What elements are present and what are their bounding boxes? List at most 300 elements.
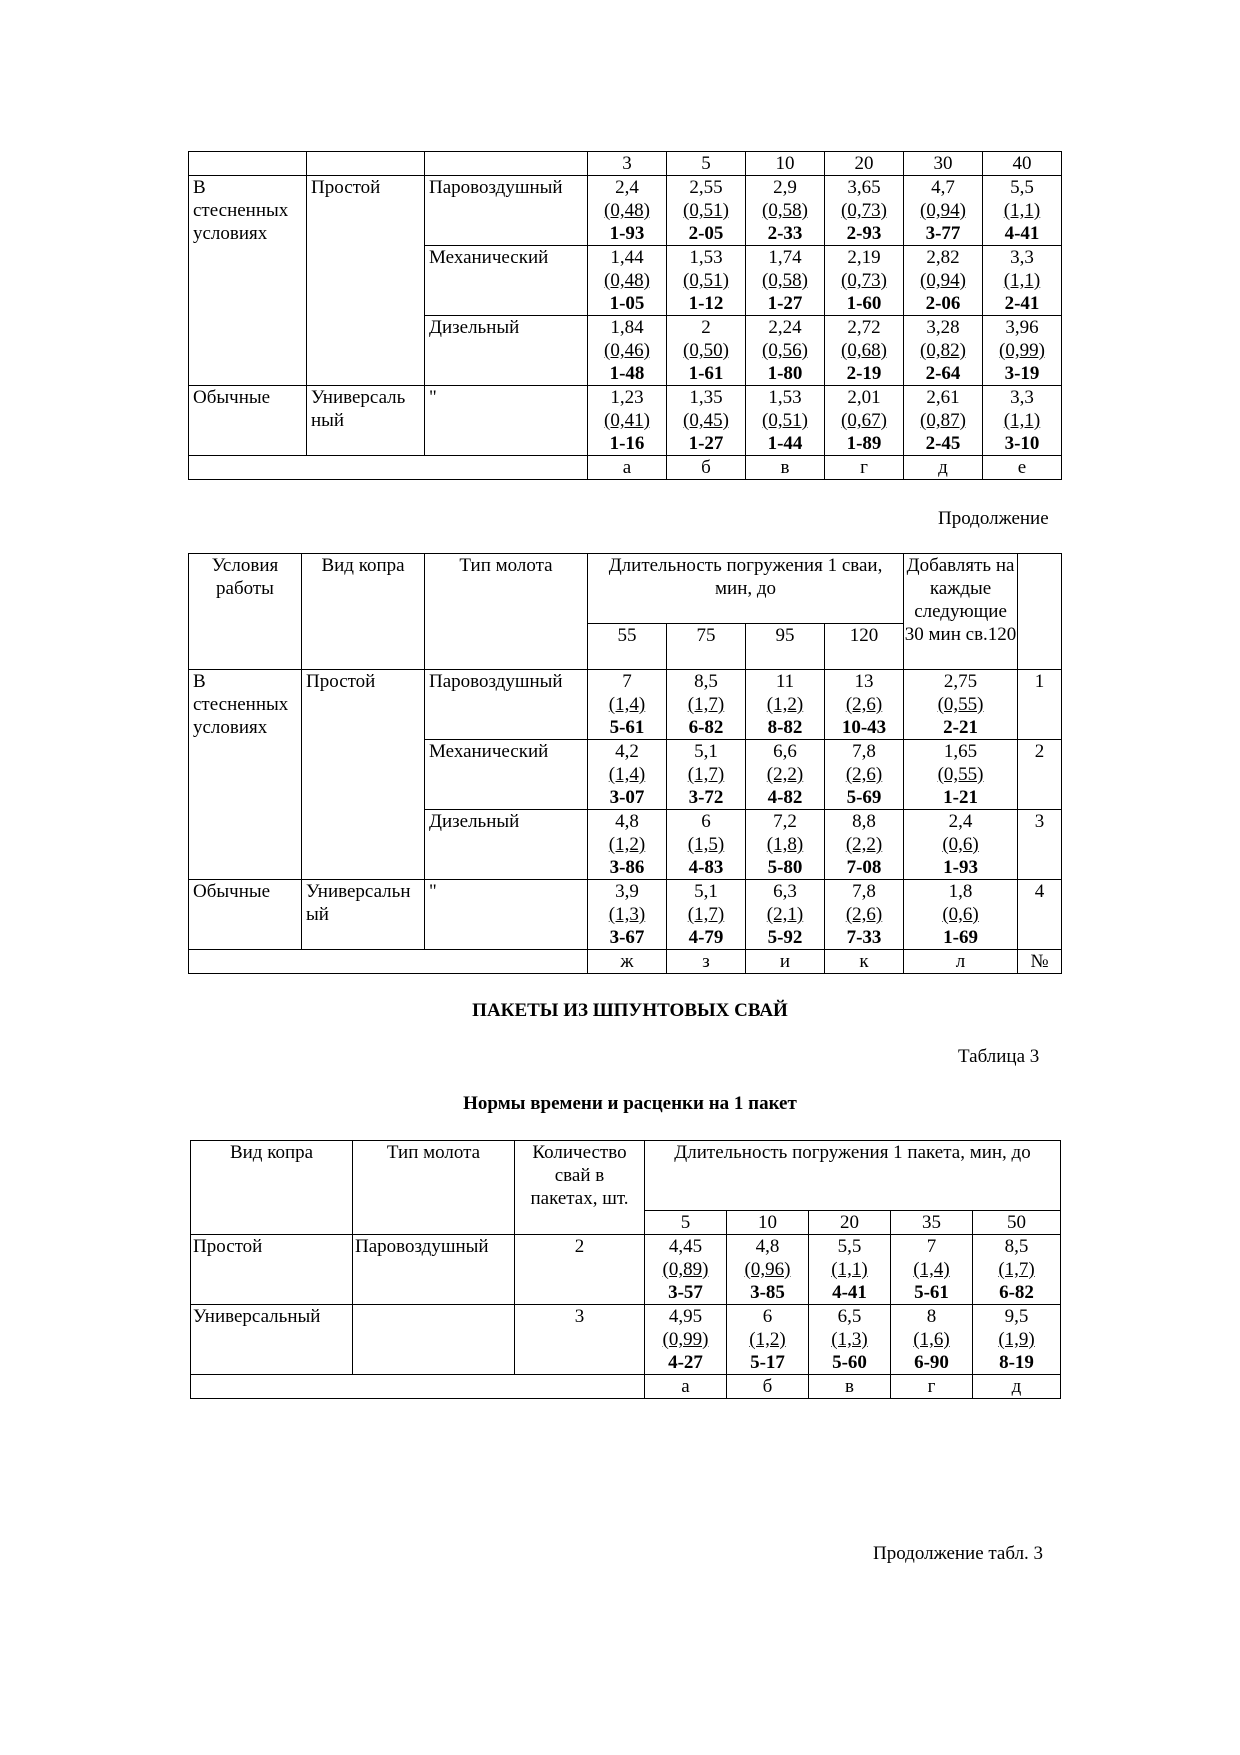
- column-letter: и: [746, 950, 825, 974]
- norm-cell: [825, 176, 904, 246]
- hammer-cell: Механический: [425, 246, 588, 316]
- norm-time-value: 6,6: [773, 741, 797, 762]
- hammer-header: Тип молота: [425, 554, 588, 670]
- kopr-cell: Универсаль ный: [307, 386, 425, 456]
- norm-cell: [746, 246, 825, 316]
- rate-value: 1-05: [609, 293, 645, 314]
- rate-value: 5-17: [750, 1352, 785, 1373]
- column-letter: №: [1018, 950, 1062, 974]
- rate-value: 5-92: [767, 927, 803, 948]
- norm-cell: [746, 810, 825, 880]
- norm-cell: [746, 670, 825, 740]
- norm-time-value: 4,8: [615, 811, 639, 832]
- conditions-header: Условия работы: [189, 554, 302, 670]
- rate-value: 2-05: [688, 223, 724, 244]
- norm-hours-value: (1,1): [1003, 270, 1041, 291]
- hammer-cell: Паровоздушный: [425, 670, 588, 740]
- norm-cell: [825, 386, 904, 456]
- column-letter: в: [746, 456, 825, 480]
- column-letter: е: [983, 456, 1062, 480]
- kopr-cell: Универсальн ый: [302, 880, 425, 950]
- norm-time-value: 6,3: [773, 881, 797, 902]
- norm-cell: [667, 316, 746, 386]
- table2-footer-row: [189, 950, 1062, 974]
- norm-time-value: 2,4: [615, 177, 639, 198]
- norm-time-value: 7: [926, 1236, 937, 1257]
- column-letter: з: [667, 950, 746, 974]
- table1-footer-row: [189, 456, 1062, 480]
- duration-header-cell: 5: [645, 1211, 727, 1235]
- rate-value: 5-69: [846, 787, 882, 808]
- norm-hours-value: (1,1): [1003, 410, 1041, 431]
- norm-hours-value: (0,94): [920, 270, 966, 291]
- rate-value: 1-27: [688, 433, 724, 454]
- norm-cell: [727, 1235, 809, 1305]
- norm-time-value: 5,5: [1010, 177, 1034, 198]
- norm-time-value: 1,53: [689, 247, 723, 268]
- continuation-label: Продолжение: [938, 508, 1049, 529]
- norm-cell: [588, 810, 667, 880]
- norm-time-value: 2,24: [768, 317, 802, 338]
- norm-time-value: 1,53: [768, 387, 802, 408]
- norm-time-value: 2,61: [926, 387, 960, 408]
- norm-hours-value: (1,2): [749, 1329, 786, 1350]
- table-row: [191, 1305, 1061, 1375]
- norm-hours-value: (2,6): [845, 904, 883, 925]
- duration-header-cell: 50: [973, 1211, 1061, 1235]
- norm-cell: [891, 1305, 973, 1375]
- norm-cell: [809, 1305, 891, 1375]
- norm-cell: [645, 1305, 727, 1375]
- duration-header-cell: 10: [727, 1211, 809, 1235]
- table3-footer-row: [191, 1375, 1061, 1399]
- rate-value: 6-82: [999, 1282, 1034, 1303]
- norm-time-value: 5,5: [837, 1236, 862, 1257]
- row-number: 1: [1018, 670, 1062, 740]
- norm-cell: [825, 246, 904, 316]
- norm-hours-value: (0,67): [841, 410, 887, 431]
- duration-header-cell: 35: [891, 1211, 973, 1235]
- norm-cell: [727, 1305, 809, 1375]
- norm-time-value: 3,96: [1005, 317, 1039, 338]
- norm-cell: [904, 176, 983, 246]
- rate-value: 5-80: [767, 857, 803, 878]
- rate-value: 4-83: [688, 857, 724, 878]
- norm-hours-value: (0,73): [841, 270, 887, 291]
- norm-hours-value: (0,96): [744, 1259, 791, 1280]
- rate-value: 1-16: [609, 433, 645, 454]
- norm-hours-value: (0,87): [920, 410, 966, 431]
- norm-cell: [667, 880, 746, 950]
- norm-time-value: 1,23: [610, 387, 644, 408]
- column-letter: л: [904, 950, 1018, 974]
- norm-cell: [904, 386, 983, 456]
- norm-hours-value: (0,68): [841, 340, 887, 361]
- norm-time-value: 3,65: [847, 177, 881, 198]
- conditions-cell: В стесненных условиях: [189, 670, 302, 880]
- hammer-cell: ": [425, 880, 588, 950]
- norm-hours-value: (1,6): [913, 1329, 950, 1350]
- count-header: Количество свай в пакетах, шт.: [515, 1141, 645, 1235]
- rate-value: 1-48: [609, 363, 645, 384]
- rate-value: 1-27: [767, 293, 803, 314]
- norm-hours-value: (1,4): [608, 694, 646, 715]
- norm-cell: [746, 176, 825, 246]
- rate-value: 4-27: [668, 1352, 703, 1373]
- duration-header-cell: 5: [667, 152, 746, 176]
- norms-table-2: [188, 553, 1062, 974]
- norm-cell: [891, 1235, 973, 1305]
- rate-value: 1-93: [609, 223, 645, 244]
- column-letter: к: [825, 950, 904, 974]
- rate-value: 2-06: [925, 293, 961, 314]
- norm-hours-value: (0,50): [683, 340, 729, 361]
- norm-hours-value: (0,99): [999, 340, 1045, 361]
- rate-value: 3-10: [1004, 433, 1040, 454]
- column-letter: д: [973, 1375, 1061, 1399]
- section-title: ПАКЕТЫ ИЗ ШПУНТОВЫХ СВАЙ: [472, 1000, 788, 1021]
- norms-table-1: [188, 151, 1062, 480]
- duration-header: Длительность погружения 1 пакета, мин, до: [645, 1141, 1061, 1211]
- norm-time-value: 1,74: [768, 247, 802, 268]
- norm-time-value: 1,44: [610, 247, 644, 268]
- norm-hours-value: (1,4): [608, 764, 646, 785]
- norm-cell: [904, 316, 983, 386]
- column-letter: г: [825, 456, 904, 480]
- norm-hours-value: (2,2): [766, 764, 804, 785]
- norm-cell: [588, 316, 667, 386]
- norm-cell: [983, 176, 1062, 246]
- kopr-cell: Простой: [302, 670, 425, 880]
- norm-hours-value: (1,1): [831, 1259, 868, 1280]
- rate-value: 3-85: [750, 1282, 785, 1303]
- norm-time-value: 4,2: [615, 741, 639, 762]
- rate-value: 1-44: [767, 433, 803, 454]
- count-cell: 3: [515, 1305, 645, 1375]
- kopr-header: Вид копра: [302, 554, 425, 670]
- continuation-table3-label: Продолжение табл. 3: [873, 1543, 1044, 1564]
- norm-cell: [904, 670, 1018, 740]
- column-letter: б: [727, 1375, 809, 1399]
- table-row: [189, 880, 1062, 950]
- duration-header-cell: 20: [809, 1211, 891, 1235]
- rate-value: 1-60: [846, 293, 882, 314]
- row-number: 3: [1018, 810, 1062, 880]
- rate-value: 2-19: [846, 363, 882, 384]
- norm-time-value: 5,1: [694, 741, 718, 762]
- norm-cell: [645, 1235, 727, 1305]
- norm-time-value: 2,72: [847, 317, 881, 338]
- norm-cell: [825, 740, 904, 810]
- norm-time-value: 4,7: [931, 177, 955, 198]
- duration-header-cell: 75: [667, 624, 746, 670]
- norm-hours-value: (1,3): [608, 904, 646, 925]
- duration-header-cell: 55: [588, 624, 667, 670]
- norm-time-value: 8: [926, 1306, 937, 1327]
- norm-cell: [983, 386, 1062, 456]
- rate-value: 1-93: [943, 857, 978, 878]
- row-number: 4: [1018, 880, 1062, 950]
- norm-cell: [588, 740, 667, 810]
- norm-hours-value: (1,7): [687, 764, 725, 785]
- rate-value: 8-19: [999, 1352, 1034, 1373]
- rate-value: 6-82: [688, 717, 724, 738]
- hammer-cell: [353, 1305, 515, 1375]
- norm-time-value: 1,8: [948, 881, 973, 902]
- rate-value: 3-67: [609, 927, 645, 948]
- norm-cell: [746, 386, 825, 456]
- norm-hours-value: (1,1): [1003, 200, 1041, 221]
- norm-cell: [746, 740, 825, 810]
- norm-time-value: 7,8: [852, 881, 876, 902]
- norm-time-value: 2,01: [847, 387, 881, 408]
- conditions-cell: Обычные: [189, 880, 302, 950]
- column-letter: ж: [588, 950, 667, 974]
- norm-cell: [825, 316, 904, 386]
- norm-cell: [588, 880, 667, 950]
- kopr-header: Вид копра: [191, 1141, 353, 1235]
- norm-time-value: 2,82: [926, 247, 960, 268]
- hammer-cell: Паровоздушный: [425, 176, 588, 246]
- norm-cell: [973, 1235, 1061, 1305]
- rate-value: 3-72: [688, 787, 724, 808]
- norm-time-value: 6: [701, 811, 711, 832]
- rate-value: 7-08: [846, 857, 882, 878]
- norm-hours-value: (2,6): [845, 694, 883, 715]
- duration-header-cell: 95: [746, 624, 825, 670]
- norm-cell: [746, 880, 825, 950]
- norm-cell: [588, 176, 667, 246]
- norm-hours-value: (0,55): [937, 764, 984, 785]
- rate-value: 5-60: [832, 1352, 867, 1373]
- norm-cell: [746, 316, 825, 386]
- row-number: 2: [1018, 740, 1062, 810]
- norm-cell: [983, 246, 1062, 316]
- norm-hours-value: (0,6): [942, 904, 979, 925]
- rate-value: 3-19: [1004, 363, 1040, 384]
- norm-hours-value: (0,89): [662, 1259, 709, 1280]
- duration-header-cell: 20: [825, 152, 904, 176]
- norm-hours-value: (0,51): [683, 200, 729, 221]
- table-row: [189, 176, 1062, 246]
- norm-hours-value: (1,8): [766, 834, 804, 855]
- add-header-text: Добавлять на каждые следующие: [906, 555, 1015, 622]
- table-row: [189, 386, 1062, 456]
- norm-cell: [904, 740, 1018, 810]
- rate-value: 3-57: [668, 1282, 703, 1303]
- norm-hours-value: (0,48): [604, 270, 650, 291]
- norm-cell: [588, 386, 667, 456]
- norm-hours-value: (1,3): [831, 1329, 868, 1350]
- norm-time-value: 9,5: [1004, 1306, 1029, 1327]
- rate-value: 1-12: [688, 293, 724, 314]
- norm-time-value: 4,8: [755, 1236, 780, 1257]
- norm-time-value: 13: [854, 671, 874, 692]
- kopr-cell: Универсальный: [191, 1305, 353, 1375]
- duration-header-cell: 30: [904, 152, 983, 176]
- norm-time-value: 7,2: [773, 811, 797, 832]
- norm-hours-value: (1,9): [998, 1329, 1035, 1350]
- norm-hours-value: (0,48): [604, 200, 650, 221]
- rate-value: 8-82: [767, 717, 803, 738]
- column-letter: д: [904, 456, 983, 480]
- rate-value: 5-61: [914, 1282, 949, 1303]
- norm-hours-value: (1,7): [998, 1259, 1035, 1280]
- table2-header-row: [189, 554, 1062, 624]
- duration-header-cell: 10: [746, 152, 825, 176]
- norm-time-value: 8,8: [852, 811, 876, 832]
- norm-hours-value: (2,6): [845, 764, 883, 785]
- norm-cell: [973, 1305, 1061, 1375]
- norm-hours-value: (2,1): [766, 904, 804, 925]
- rate-value: 2-41: [1004, 293, 1040, 314]
- norm-time-value: 1,35: [689, 387, 723, 408]
- rate-value: 2-33: [767, 223, 803, 244]
- norm-time-value: 2: [701, 317, 711, 338]
- norm-cell: [825, 880, 904, 950]
- norm-hours-value: (1,2): [608, 834, 646, 855]
- norm-cell: [825, 670, 904, 740]
- hammer-cell: Паровоздушный: [353, 1235, 515, 1305]
- norm-time-value: 3,9: [615, 881, 639, 902]
- rate-value: 2-93: [846, 223, 882, 244]
- norm-hours-value: (0,73): [841, 200, 887, 221]
- hammer-cell: Дизельный: [425, 810, 588, 880]
- norm-hours-value: (0,46): [604, 340, 650, 361]
- norm-hours-value: (1,2): [766, 694, 804, 715]
- norm-time-value: 3,3: [1010, 247, 1034, 268]
- duration-header-cell: 3: [588, 152, 667, 176]
- norm-hours-value: (0,55): [937, 694, 984, 715]
- norm-cell: [667, 246, 746, 316]
- table1-header-row: [189, 152, 1062, 176]
- norm-time-value: 1,65: [943, 741, 978, 762]
- norm-hours-value: (0,58): [762, 270, 808, 291]
- conditions-cell: Обычные: [189, 386, 307, 456]
- norm-time-value: 8,5: [1004, 1236, 1029, 1257]
- norm-hours-value: (0,56): [762, 340, 808, 361]
- table-row: [191, 1235, 1061, 1305]
- rate-value: 7-33: [846, 927, 882, 948]
- rate-value: 10-43: [841, 717, 887, 738]
- column-letter: а: [588, 456, 667, 480]
- hammer-cell: Дизельный: [425, 316, 588, 386]
- norm-hours-value: (0,51): [683, 270, 729, 291]
- norm-hours-value: (0,51): [762, 410, 808, 431]
- norm-cell: [667, 810, 746, 880]
- rate-value: 2-21: [943, 717, 978, 738]
- norm-hours-value: (0,94): [920, 200, 966, 221]
- rate-value: 1-21: [943, 787, 978, 808]
- rate-value: 1-69: [943, 927, 978, 948]
- norm-cell: [667, 740, 746, 810]
- hammer-header: Тип молота: [353, 1141, 515, 1235]
- norm-time-value: 2,55: [689, 177, 723, 198]
- norm-cell: [667, 386, 746, 456]
- norm-hours-value: (0,45): [683, 410, 729, 431]
- rate-value: 3-07: [609, 787, 645, 808]
- norm-hours-value: (0,41): [604, 410, 650, 431]
- norm-hours-value: (2,2): [845, 834, 883, 855]
- norm-time-value: 4,95: [668, 1306, 703, 1327]
- norm-time-value: 7: [622, 671, 632, 692]
- norm-hours-value: (0,58): [762, 200, 808, 221]
- hammer-cell: Механический: [425, 740, 588, 810]
- hammer-cell: ": [425, 386, 588, 456]
- rate-value: 4-82: [767, 787, 803, 808]
- add-header-sub: 30 мин св.120: [904, 624, 1017, 645]
- table-title: Нормы времени и расценки на 1 пакет: [463, 1093, 797, 1114]
- rate-value: 6-90: [914, 1352, 949, 1373]
- norm-time-value: 1,84: [610, 317, 644, 338]
- norm-cell: [667, 176, 746, 246]
- norm-hours-value: (1,7): [687, 694, 725, 715]
- norm-time-value: 2,9: [773, 177, 797, 198]
- norm-time-value: 6: [762, 1306, 773, 1327]
- norm-time-value: 2,19: [847, 247, 881, 268]
- norms-table-3: [190, 1140, 1061, 1399]
- rate-value: 2-45: [925, 433, 961, 454]
- rate-value: 1-80: [767, 363, 803, 384]
- norm-hours-value: (0,6): [942, 834, 979, 855]
- rate-value: 4-41: [832, 1282, 867, 1303]
- norm-time-value: 7,8: [852, 741, 876, 762]
- norm-cell: [904, 880, 1018, 950]
- norm-cell: [588, 246, 667, 316]
- norm-cell: [809, 1235, 891, 1305]
- norm-hours-value: (0,82): [920, 340, 966, 361]
- column-letter: б: [667, 456, 746, 480]
- rate-value: 4-79: [688, 927, 724, 948]
- duration-header: Длительность погружения 1 сваи, мин, до: [588, 554, 904, 624]
- norm-time-value: 5,1: [694, 881, 718, 902]
- norm-cell: [904, 246, 983, 316]
- add-header: [904, 554, 1018, 670]
- norm-hours-value: (1,5): [687, 834, 725, 855]
- kopr-cell: Простой: [191, 1235, 353, 1305]
- rate-value: 5-61: [609, 717, 645, 738]
- norm-hours-value: (1,7): [687, 904, 725, 925]
- column-letter: а: [645, 1375, 727, 1399]
- rate-value: 4-41: [1004, 223, 1040, 244]
- rate-value: 1-61: [688, 363, 724, 384]
- norm-time-value: 6,5: [837, 1306, 862, 1327]
- norm-time-value: 11: [775, 671, 795, 692]
- rate-value: 1-89: [846, 433, 882, 454]
- norm-hours-value: (0,99): [662, 1329, 709, 1350]
- norm-cell: [588, 670, 667, 740]
- norm-time-value: 8,5: [694, 671, 718, 692]
- table3-header-row: [191, 1141, 1061, 1211]
- norm-hours-value: (1,4): [913, 1259, 950, 1280]
- rate-value: 3-77: [925, 223, 961, 244]
- column-letter: в: [809, 1375, 891, 1399]
- norm-cell: [904, 810, 1018, 880]
- table-number-label: Таблица 3: [958, 1046, 1040, 1067]
- norm-cell: [667, 670, 746, 740]
- count-cell: 2: [515, 1235, 645, 1305]
- rate-value: 2-64: [925, 363, 961, 384]
- rate-value: 3-86: [609, 857, 645, 878]
- duration-header-cell: 120: [825, 624, 904, 670]
- conditions-cell: В стесненных условиях: [189, 176, 307, 386]
- kopr-cell: Простой: [307, 176, 425, 386]
- norm-cell: [825, 810, 904, 880]
- duration-header-cell: 40: [983, 152, 1062, 176]
- norm-cell: [983, 316, 1062, 386]
- norm-time-value: 3,3: [1010, 387, 1034, 408]
- norm-time-value: 2,75: [943, 671, 978, 692]
